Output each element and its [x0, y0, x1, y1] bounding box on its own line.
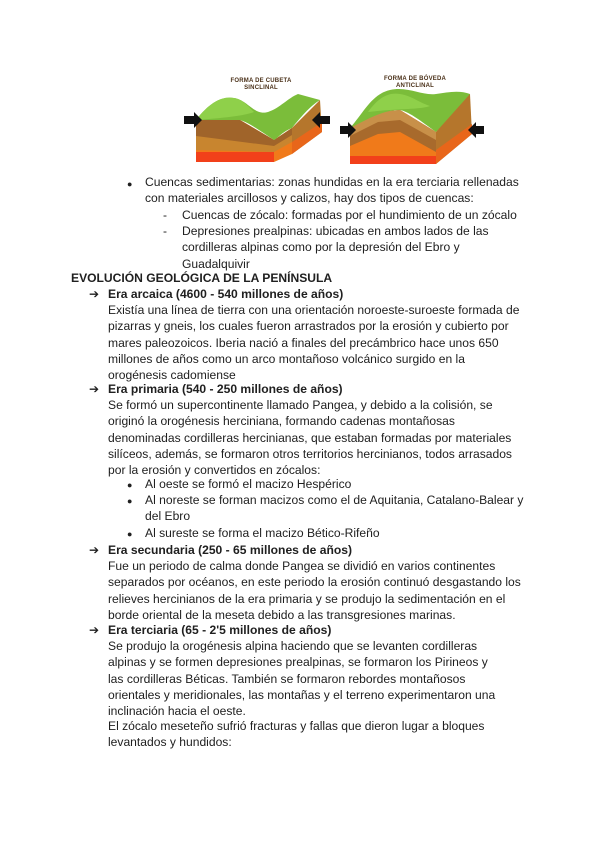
era-terciaria-heading: Era terciaria (65 - 2'5 millones de años): [108, 623, 332, 637]
bullet-icon: ●: [127, 179, 133, 189]
cuencas-sub-prealpinas: Depresiones prealpinas: ubicadas en ambos lados de las cordilleras alpinas como por la depresión del Ebro y Guadalquivir: [182, 224, 489, 271]
era-primaria-text: Se formó un supercontinente llamado Pangea, y debido a la colisión, se originó la orogénesis herciniana, formando cadenas montañosas denominadas cordilleras hercinianas, que estaban formadas por materiales silíceos, además, se formaron otros territorios hercinianos, todos arrasados por la erosión y convertidos en zócalos:: [108, 398, 512, 478]
era-primaria-heading: Era primaria (540 - 250 millones de años): [108, 382, 343, 396]
bullet-icon: ●: [127, 529, 133, 539]
figure-anticline: [338, 72, 488, 167]
dash-icon: -: [163, 224, 167, 238]
era-secundaria-text: Fue un periodo de calma donde Pangea se dividió en varios continentes separados por océanos, en este periodo la erosión continuó desgastando los relieves hercinianos de la era primaria y se produjo la sedimentación en el borde oriental de la meseta debido a las transgresiones marinas.: [108, 559, 521, 622]
figure-anticline-label: FORMA DE BÓVEDA ANTICLINAL: [383, 76, 447, 89]
syncline-block-diagram-icon: [182, 72, 332, 162]
arrow-icon: ➔: [89, 287, 100, 301]
bullet-icon: ●: [127, 480, 133, 490]
arrow-icon: ➔: [89, 623, 100, 637]
primaria-item-sureste: Al sureste se forma el macizo Bético-Rifeño: [145, 526, 380, 540]
era-arcaica-text: Existía una línea de tierra con una orientación noroeste-suroeste formada de pizarras y gneis, los cuales fueron arrastrados por la erosión y cubierto por mares paleozoicos. Iberia nació a finales del precámbrico hace unos 650 millones de años como un arco montañoso volcánico surgido en la orogénesis cadomiense: [108, 303, 520, 383]
arrow-icon: ➔: [89, 543, 100, 557]
cuencas-bullet-text: Cuencas sedimentarias: zonas hundidas en la era terciaria rellenadas con materiales arcillosos y calizos, hay dos tipos de cuencas:: [145, 175, 519, 206]
anticline-block-diagram-icon: [338, 72, 488, 167]
figure-syncline: [182, 72, 332, 162]
section-heading: EVOLUCIÓN GEOLÓGICA DE LA PENÍNSULA: [71, 271, 333, 285]
primaria-item-noreste: Al noreste se forman macizos como el de Aquitania, Catalano-Balear y del Ebro: [145, 493, 524, 524]
cuencas-sub-zocalo: Cuencas de zócalo: formadas por el hundimiento de un zócalo: [182, 208, 517, 222]
figure-syncline-label: FORMA DE CUBETA SINCLINAL: [230, 78, 292, 91]
era-secundaria-heading: Era secundaria (250 - 65 millones de años): [108, 543, 352, 557]
dash-icon: -: [163, 208, 167, 222]
bullet-icon: ●: [127, 496, 133, 506]
era-terciaria-text-2: El zócalo meseteño sufrió fracturas y fallas que dieron lugar a bloques levantados y hundidos:: [108, 719, 485, 750]
primaria-item-hesperico: Al oeste se formó el macizo Hespérico: [145, 477, 352, 491]
era-terciaria-text: Se produjo la orogénesis alpina haciendo que se levanten cordilleras alpinas y se formen depresiones prealpinas, se formaron los Pirineos y las cordilleras Béticas. También se formaron rebordes montañosos orientales y meridionales, las montañas y el terreno experimentaron una inclinación hacia el oeste.: [108, 639, 496, 719]
arrow-icon: ➔: [89, 382, 100, 396]
era-arcaica-heading: Era arcaica (4600 - 540 millones de años): [108, 287, 344, 301]
